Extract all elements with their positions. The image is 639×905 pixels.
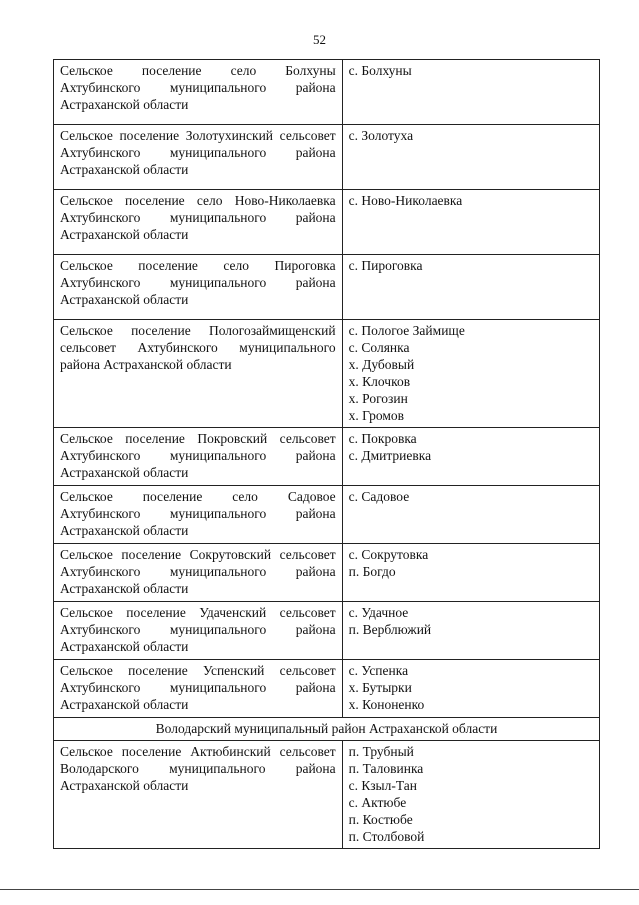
- settlement-name-cell: [54, 320, 343, 428]
- place-name: с. Пироговка: [348, 258, 423, 273]
- table-row: [54, 486, 600, 544]
- places-cell: [342, 320, 599, 428]
- place-name: с. Актюбе: [348, 795, 407, 810]
- table-row: [54, 660, 600, 718]
- settlement-name: Сельское поселение Золотухинский сельсовет Ахтубинского муниципального района Астраханской области: [60, 128, 336, 177]
- table-row: [54, 255, 600, 320]
- settlement-name: Сельское поселение Пологозаймищенский сельсовет Ахтубинского муниципального района Астраханской области: [60, 323, 336, 372]
- settlement-name-cell: [54, 602, 343, 660]
- settlement-name: Сельское поселение Удаченский сельсовет Ахтубинского муниципального района Астраханской области: [60, 605, 336, 654]
- place-name: с. Болхуны: [348, 63, 412, 78]
- place-name: х. Кононенко: [348, 697, 425, 712]
- section-header-row: [54, 718, 600, 741]
- place-name: п. Столбовой: [348, 829, 425, 844]
- places-cell: [342, 190, 599, 255]
- place-name: с. Золотуха: [348, 128, 414, 143]
- places-cell: [342, 660, 599, 718]
- settlement-name-cell: [54, 660, 343, 718]
- places-cell: [342, 125, 599, 190]
- settlement-name-cell: [54, 190, 343, 255]
- settlement-name: Сельское поселение Покровский сельсовет Ахтубинского муниципального района Астраханской области: [60, 431, 336, 480]
- settlement-name-cell: [54, 741, 343, 849]
- place-name: с. Ново-Николаевка: [348, 193, 463, 208]
- settlement-name-cell: [54, 486, 343, 544]
- place-name: п. Костюбе: [348, 812, 413, 827]
- settlement-name-cell: [54, 428, 343, 486]
- table-row: [54, 60, 600, 125]
- places-cell: [342, 428, 599, 486]
- place-name: х. Громов: [348, 408, 405, 423]
- place-name: х. Рогозин: [348, 391, 408, 406]
- settlements-table: [53, 59, 600, 849]
- table-row: [54, 544, 600, 602]
- table-row: [54, 741, 600, 849]
- table-row: [54, 428, 600, 486]
- place-name: с. Пологое Займище: [348, 323, 465, 338]
- places-cell: [342, 544, 599, 602]
- place-name: п. Верблюжий: [348, 622, 432, 637]
- places-cell: [342, 255, 599, 320]
- settlement-name: Сельское поселение Успенский сельсовет Ахтубинского муниципального района Астраханской области: [60, 663, 336, 712]
- settlement-name: Сельское поселение Актюбинский сельсовет Володарского муниципального района Астраханской области: [60, 744, 336, 793]
- section-header: Володарский муниципальный район Астраханской области: [54, 718, 600, 741]
- table-row: [54, 190, 600, 255]
- bottom-rule: [0, 889, 639, 890]
- place-name: п. Таловинка: [348, 761, 424, 776]
- settlement-name: Сельское поселение село Ново-Николаевка Ахтубинского муниципального района Астраханской области: [60, 193, 336, 242]
- table-row: [54, 125, 600, 190]
- place-name: с. Солянка: [348, 340, 410, 355]
- table-row: [54, 602, 600, 660]
- place-name: с. Сокрутовка: [348, 547, 429, 562]
- page-number: 52: [313, 32, 326, 47]
- place-name: с. Дмитриевка: [348, 448, 432, 463]
- settlement-name-cell: [54, 544, 343, 602]
- places-cell: [342, 602, 599, 660]
- place-name: с. Кзыл-Тан: [348, 778, 417, 793]
- place-name: х. Дубовый: [348, 357, 415, 372]
- place-name: х. Бутырки: [348, 680, 412, 695]
- place-name: с. Покровка: [348, 431, 417, 446]
- place-name: с. Удачное: [348, 605, 409, 620]
- settlement-name: Сельское поселение Сокрутовский сельсовет Ахтубинского муниципального района Астраханской области: [60, 547, 336, 596]
- place-name: х. Клочков: [348, 374, 411, 389]
- place-name: п. Богдо: [348, 564, 396, 579]
- settlement-name-cell: [54, 125, 343, 190]
- place-name: с. Успенка: [348, 663, 409, 678]
- places-cell: [342, 60, 599, 125]
- table-row: [54, 320, 600, 428]
- place-name: п. Трубный: [348, 744, 414, 759]
- settlement-name-cell: [54, 255, 343, 320]
- settlement-name: Сельское поселение село Пироговка Ахтубинского муниципального района Астраханской области: [60, 258, 336, 307]
- settlement-name: Сельское поселение село Болхуны Ахтубинского муниципального района Астраханской области: [60, 63, 336, 112]
- settlement-name-cell: [54, 60, 343, 125]
- settlement-name: Сельское поселение село Садовое Ахтубинского муниципального района Астраханской области: [60, 489, 336, 538]
- places-cell: [342, 486, 599, 544]
- place-name: с. Садовое: [348, 489, 410, 504]
- places-cell: [342, 741, 599, 849]
